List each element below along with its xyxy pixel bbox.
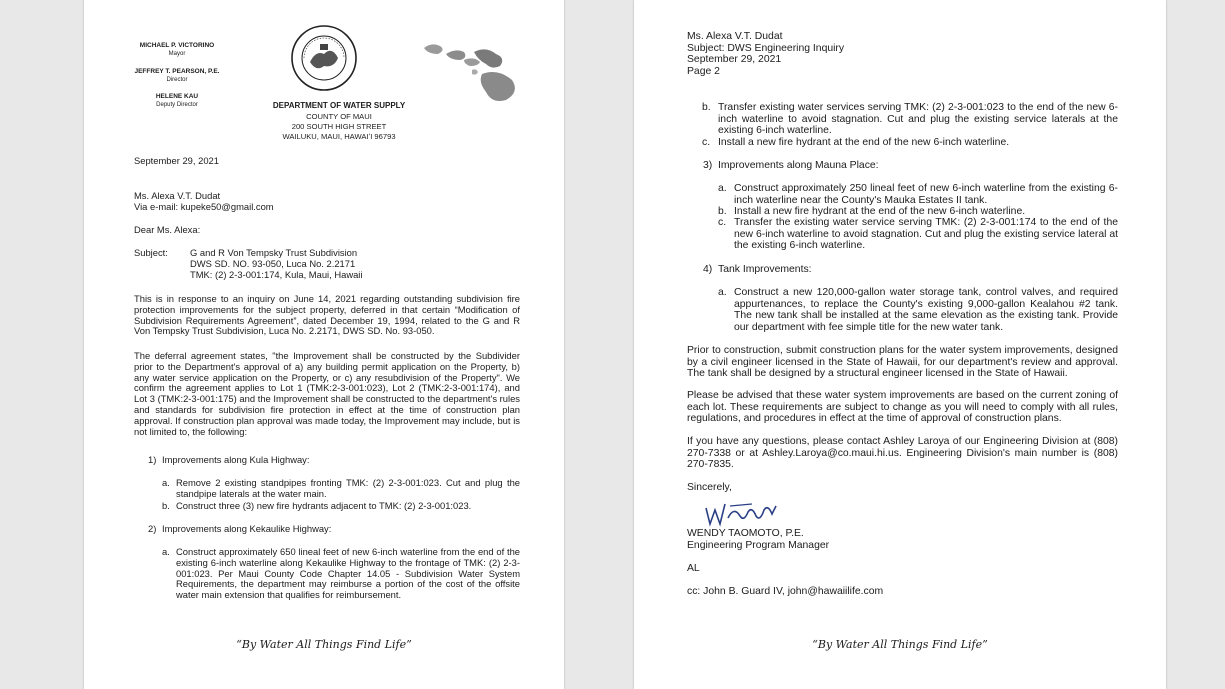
recipient-name: Ms. Alexa V.T. Dudat [134,190,221,201]
section-2-item-c [702,137,1118,149]
section-1-item-b [162,501,520,512]
section-2-item-b [702,102,1118,137]
paragraph-deferral: The deferral agreement states, "the Improvement shall be constructed by the Subdivider prior to the Department's approval of a) any building permit application on the Property, b) any water service application on the Property, or c) any resubdivision of the Property". We confirm the agreement applies to Lot 1 (TMK:2-3-001:023), Lot 2 (TMK:2-3-001:174), and Lot 3 (TMK:2-3-001:175) and the Improvement shall be constructed to the department's rules and standards for subdivision fire protection in effect at the time of construction plan approval. If construction plan approval was made today, the Improvement may include, but is not limited to, the following: [134,350,520,437]
item-label: a. [162,546,170,557]
cc-line: cc: John B. Guard IV, john@hawaiilife.com [687,586,884,597]
subject-line-3: TMK: (2) 2-3-001:174, Kula, Maui, Hawaii [190,269,363,280]
item-text: Remove 2 existing standpipes fronting TMK: (2) 2-3-001:023. Cut and plug the standpipe laterals at the water main. [176,477,520,499]
item-label: a. [718,183,727,194]
section-4-title: Tank Improvements: [718,264,812,275]
header-line: Page 2 [687,65,720,77]
item-label: b. [718,206,727,217]
dept-name: DEPARTMENT OF WATER SUPPLY [272,101,406,110]
paragraph-construction-plans: Prior to construction, submit construction plans for the water system improvements, designed by a civil engineer licensed in the State of Hawaii, for our department's review and approval. The tank shall be designed by a structural engineer licensed in the State of Hawaii. [687,345,1118,380]
item-text: Construct three (3) new fire hydrants adjacent to TMK: (2) 2-3-001:023. [176,500,472,511]
signature-image [700,496,784,530]
item-label: b. [162,500,170,511]
item-text: Construct approximately 250 lineal feet of new 6-inch waterline from the existing 6-inch waterline near the County's Mauka Estates II tank. [734,183,1118,206]
closing: Sincerely, [687,482,732,493]
director-name: JEFFREY T. PEARSON, P.E. [134,68,220,75]
paragraph-contact-info: If you have any questions, please contact Ashley Laroya of our Engineering Division at (808) 270-7338 or at Ashley.Laroya@co.maui.hi.us. Engineering Division's main number is (808) 270-7835. [687,436,1118,471]
letter-date: September 29, 2021 [134,155,219,166]
section-1-number: 1) [148,454,157,465]
dept-line-2: 200 SOUTH HIGH STREET [291,122,387,131]
paragraph-zoning-advisory: Please be advised that these water system improvements are based on the current zoning of each lot. These requirements are subject to change as you will need to comply with all rules, regulations, and procedures in effect at the time of approval of construction plans. [687,390,1118,425]
mayor-name: MICHAEL P. VICTORINO [139,42,215,49]
header-line: September 29, 2021 [687,54,782,66]
header-line: Subject: DWS Engineering Inquiry [687,42,845,54]
section-1-title: Improvements along Kula Highway: [162,454,310,465]
deputy-title: Deputy Director [156,102,198,108]
section-4-number: 4) [703,264,713,275]
item-text: Install a new fire hydrant at the end of the new 6-inch waterline. [718,137,1010,148]
subject-label: Subject: [134,247,168,258]
footer-motto: “By Water All Things Find Life” [812,638,988,651]
recipient-email: Via e-mail: kupeke50@gmail.com [134,201,274,212]
county-seal-logo [290,22,358,94]
item-label: a. [162,477,170,488]
section-3-title: Improvements along Mauna Place: [718,160,879,171]
signer-name: WENDY TAOMOTO, P.E. [687,528,804,539]
section-3-number: 3) [703,160,713,171]
section-2-number: 2) [148,523,157,534]
item-label: a. [718,287,727,298]
paragraph-inquiry: This is in response to an inquiry on June 14, 2021 regarding outstanding subdivision fire protection improvements for the subject property, deferred in that certain “Modification of Subdivision Requirements Agreement”, dated December 19, 1994, related to the G and R Von Tempsky Trust Subdivision, Luca No. 2.2171, DWS SD. No. 93-050. [134,293,520,337]
subject-line-1: G and R Von Tempsky Trust Subdivision [190,247,358,258]
mayor-title: Mayor [168,51,186,57]
section-2-item-a [162,547,520,601]
item-text: Install a new fire hydrant at the end of the new 6-inch waterline. [734,206,1026,217]
section-4-item-a [718,287,1118,333]
item-label: c. [702,137,711,148]
section-3-item-a [718,183,1118,206]
letter-page-1 [84,0,564,689]
salutation: Dear Ms. Alexa: [134,224,201,235]
item-text: Transfer existing water services serving TMK: (2) 2-3-001:023 to the end of the new 6-inch waterline to avoid stagnation. Cut and plug the existing service laterals at the existing 6-inch waterline. [718,102,1118,137]
section-1-item-a [162,478,520,500]
director-title: Director [166,77,188,83]
subject-line-2: DWS SD. NO. 93-050, Luca No. 2.2171 [190,258,356,269]
islands-map-logo [420,38,524,106]
deputy-name: HELENE KAU [155,93,199,100]
item-label: c. [718,217,727,228]
dept-line-1: COUNTY OF MAUI [306,112,372,121]
page-header [687,31,844,77]
section-2-title: Improvements along Kekaulike Highway: [162,523,332,534]
header-line: Ms. Alexa V.T. Dudat [687,31,783,42]
footer-motto: “By Water All Things Find Life” [236,638,412,651]
item-text: Construct a new 120,000-gallon water storage tank, control valves, and required appurtenances, to replace the County's existing 9,000-gallon Kealahou #2 tank. The new tank shall be installed at the same elevation as the existing tank. Provide our department with fee simple title for the new water tank. [734,287,1118,333]
item-text: Construct approximately 650 lineal feet of new 6-inch waterline from the end of the existing 6-inch waterline along Kekaulike Highway to the frontage of TMK: (2) 2-3-001:023. Per Maui County Code Chapter 14.05 - Subdivision Water System Requirements, the department may reimburse a portion of the cost of the offsite water main extension that qualifies for reimbursement. [176,546,520,601]
letter-page-2 [634,0,1166,689]
item-label: b. [702,102,711,113]
dept-line-3: WAILUKU, MAUI, HAWAIʻI 96793 [282,132,396,141]
item-text: Transfer the existing water service serving TMK: (2) 2-3-001:174 to the end of the new 6-inch waterline to avoid stagnation. Cut and plug the existing service lateral at the existing 6-inch waterline. [734,217,1118,252]
typist-initials: AL [687,563,700,574]
signer-title: Engineering Program Manager [687,540,830,551]
section-3-item-c [718,217,1118,252]
section-3-item-b [718,206,1118,218]
